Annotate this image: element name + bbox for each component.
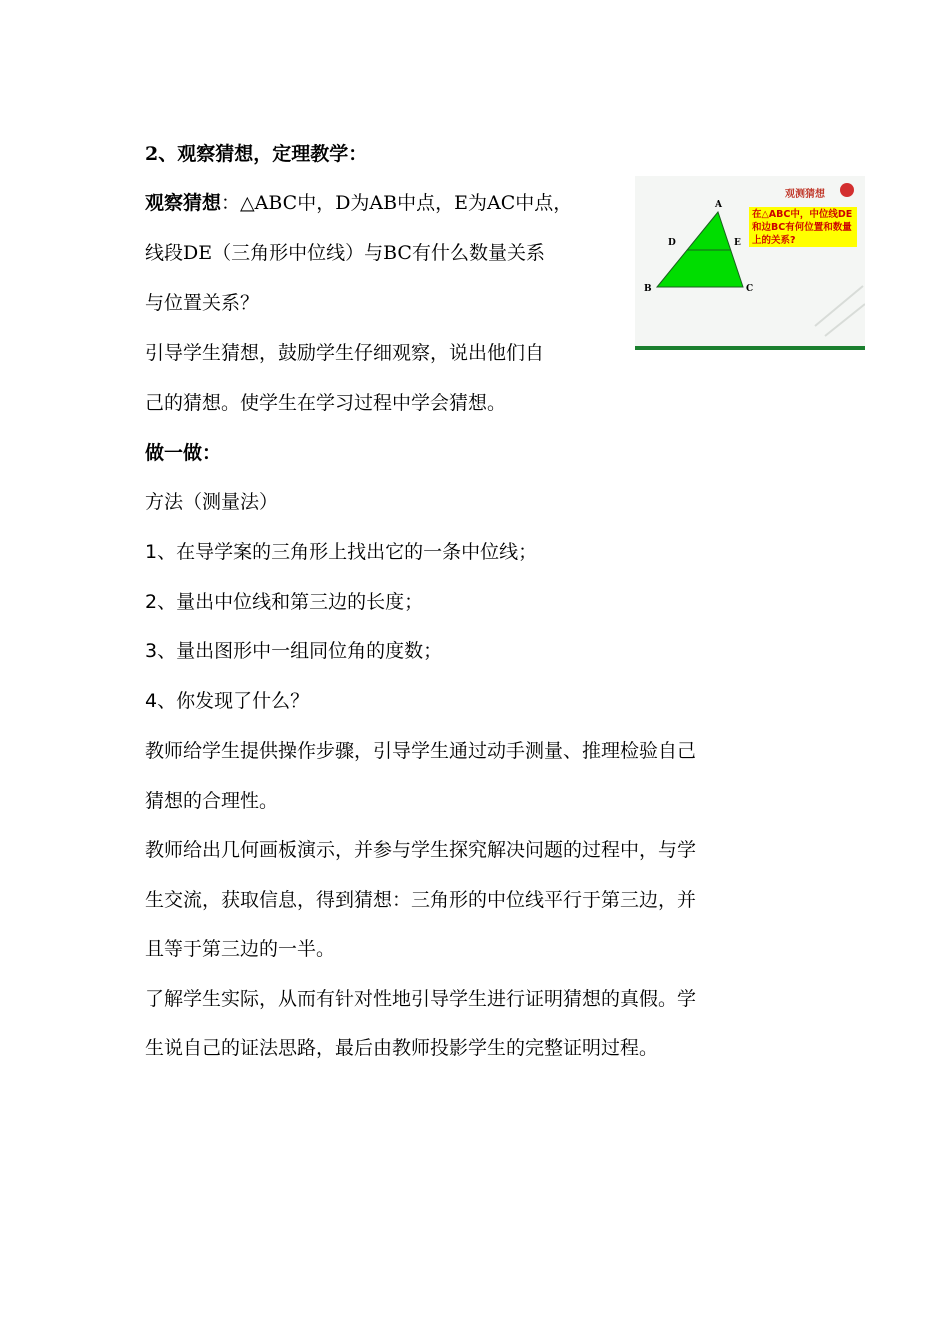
- paragraph-3-line-2: 生说自己的证法思路，最后由教师投影学生的完整证明过程。: [145, 1037, 659, 1059]
- observe-line-1: [145, 191, 572, 215]
- step-item: 1、在导学案的三角形上找出它的一条中位线；: [145, 541, 538, 563]
- observe-line-1-text: ：△ABC中，D为AB中点，E为AC中点，: [221, 192, 573, 214]
- section-heading: 2、观察猜想，定理教学：: [145, 143, 368, 165]
- method-label: 方法（测量法）: [145, 491, 279, 513]
- vertex-b-label: B: [644, 284, 652, 294]
- slide-title: 观测猜想: [785, 189, 825, 200]
- paragraph-1-line-2: 猜想的合理性。: [145, 790, 279, 812]
- slide-question-box: 在△ABC中，中位线DE和边BC有何位置和数量上的关系?: [749, 207, 857, 247]
- vertex-a-label: A: [715, 200, 722, 210]
- paragraph-3-line-1: 了解学生实际，从而有针对性地引导学生进行证明猜想的真假。学: [145, 988, 697, 1010]
- vertex-e-label: E: [734, 238, 741, 248]
- vertex-c-label: C: [746, 284, 754, 294]
- logo-icon: [840, 183, 854, 197]
- doit-heading: 做一做：: [145, 442, 222, 464]
- triangle-figure: [635, 176, 865, 350]
- step-item: 4、你发现了什么？: [145, 690, 310, 712]
- step-item: 3、量出图形中一组同位角的度数；: [145, 640, 443, 662]
- observe-label: 观察猜想: [145, 192, 222, 214]
- vertex-d-label: D: [668, 238, 676, 248]
- observe-line-4: 引导学生猜想，鼓励学生仔细观察，说出他们自: [145, 342, 545, 364]
- observe-line-5: 己的猜想。使学生在学习过程中学会猜想。: [145, 392, 507, 414]
- paragraph-2-line-1: 教师给出几何画板演示，并参与学生探究解决问题的过程中，与学: [145, 839, 697, 861]
- observation-slide-image: [635, 176, 865, 350]
- paragraph-1-line-1: 教师给学生提供操作步骤，引导学生通过动手测量、推理检验自己: [145, 740, 697, 762]
- step-item: 2、量出中位线和第三边的长度；: [145, 591, 424, 613]
- observe-line-3: 与位置关系？: [145, 292, 260, 314]
- observe-line-2: 线段DE（三角形中位线）与BC有什么数量关系: [145, 242, 545, 264]
- paragraph-2-line-2: 生交流，获取信息，得到猜想：三角形的中位线平行于第三边，并: [145, 889, 697, 911]
- paragraph-2-line-3: 且等于第三边的一半。: [145, 938, 336, 960]
